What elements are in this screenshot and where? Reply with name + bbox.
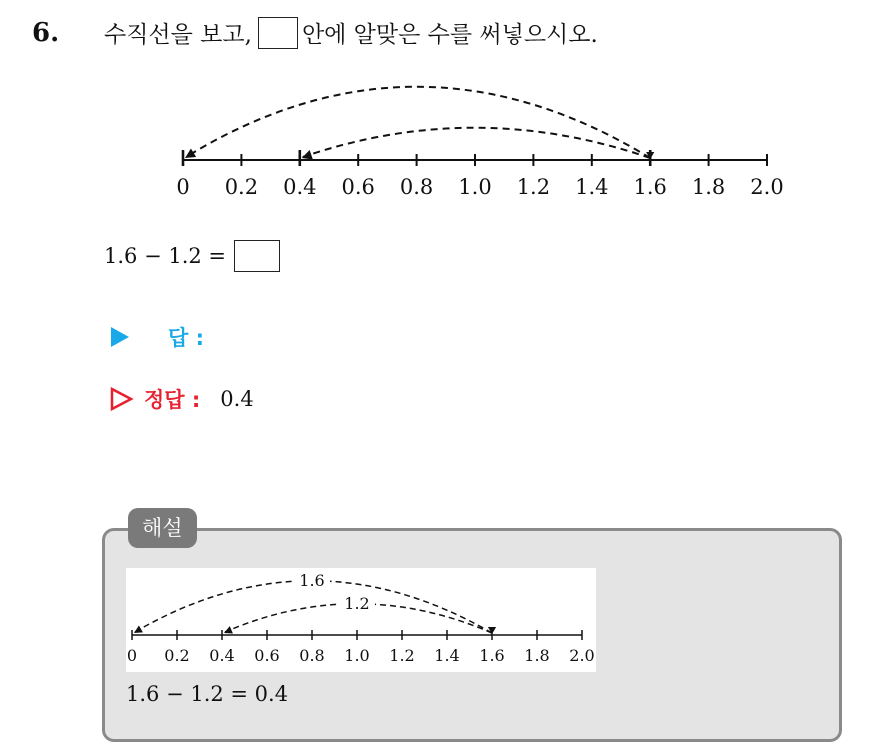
arc-label: 1.2 [344, 594, 370, 613]
explanation-title: 해설 [128, 508, 197, 548]
arrowhead [134, 626, 143, 633]
tick-label: 2.0 [569, 646, 595, 665]
question-text-before: 수직선을 보고, [104, 22, 252, 48]
number-line-figure [160, 80, 800, 205]
question-text-after: 안에 알맞은 수를 써넣으시오. [301, 22, 598, 48]
tick-label: 1.4 [575, 175, 609, 199]
tick-label: 1.2 [516, 175, 551, 199]
correct-answer-label: 정답 : [144, 388, 201, 412]
tick-label: 1.8 [691, 175, 726, 199]
question-number: 6. [32, 18, 60, 48]
tick-label: 0.4 [283, 175, 317, 199]
arc-label: 1.6 [299, 571, 325, 590]
answer-label: 답 : [168, 326, 204, 350]
jump-arc [303, 128, 650, 158]
question-text [104, 16, 598, 49]
explanation-number-line [126, 568, 596, 672]
equation-text: 1.6 − 1.2 = [104, 244, 227, 268]
tick-label: 1.0 [344, 646, 370, 665]
tick-label: 1.8 [524, 646, 550, 665]
answer-row [110, 322, 204, 352]
tick-label: 0.6 [341, 175, 375, 199]
explanation-equation: 1.6 − 1.2 = 0.4 [126, 682, 289, 706]
correct-answer-row [110, 384, 254, 414]
tick-label: 1.6 [479, 646, 505, 665]
tick-label: 0.8 [299, 646, 325, 665]
arrowhead [185, 149, 196, 158]
tick-label: 0 [126, 646, 138, 665]
tick-label: 0.2 [164, 646, 190, 665]
tick-label: 0.2 [224, 175, 259, 199]
tick-label: 0.6 [254, 646, 280, 665]
tick-label: 1.4 [434, 646, 460, 665]
arrowhead [224, 626, 233, 633]
tick-label: 2.0 [750, 175, 784, 199]
tick-label: 1.6 [633, 175, 667, 199]
question-blank-box [258, 17, 298, 49]
outline-triangle-icon [110, 387, 134, 411]
correct-answer-value: 0.4 [220, 387, 254, 411]
tick-label: 1.0 [458, 175, 492, 199]
tick-label: 0.8 [399, 175, 434, 199]
arrowhead [302, 150, 313, 159]
tick-label: 0.4 [209, 646, 235, 665]
arrowhead [488, 627, 496, 634]
equation [104, 240, 280, 272]
jump-arc [186, 87, 650, 158]
play-triangle-icon [110, 326, 130, 348]
answer-blank-box[interactable] [234, 240, 280, 272]
tick-label: 1.2 [389, 646, 415, 665]
tick-label: 0 [176, 175, 190, 199]
explanation-figure [126, 568, 596, 672]
